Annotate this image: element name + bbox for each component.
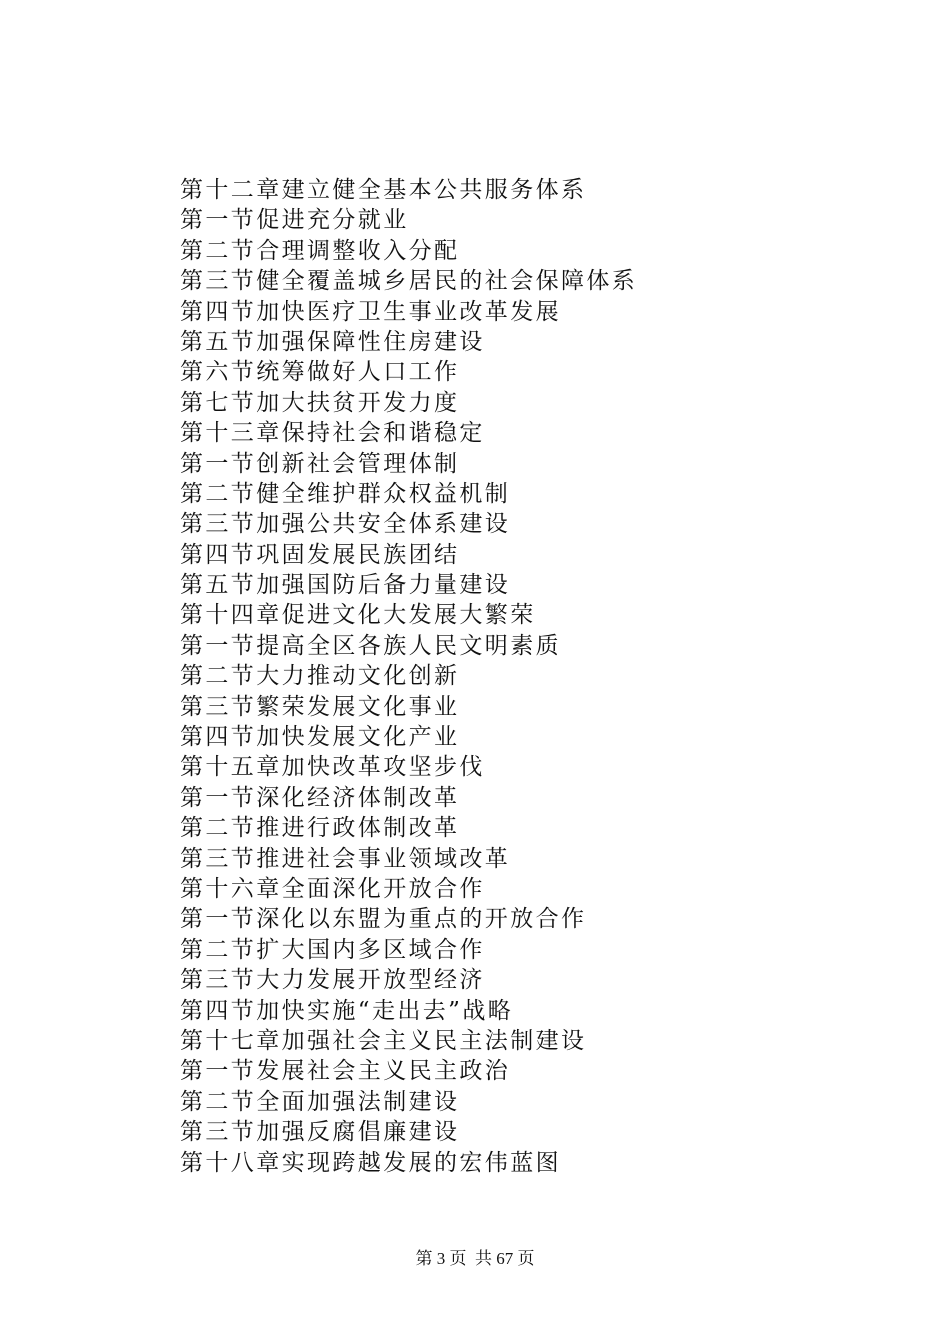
- toc-line: 第三节加强反腐倡廉建设: [180, 1119, 460, 1146]
- toc-line: 第二节扩大国内多区域合作: [180, 936, 485, 963]
- toc-line: 第二节推进行政体制改革: [180, 815, 460, 842]
- toc-line: 第十四章促进文化大发展大繁荣: [180, 602, 536, 629]
- toc-line: 第三节加强公共安全体系建设: [180, 511, 511, 538]
- toc-line: 第一节发展社会主义民主政治: [180, 1058, 511, 1085]
- toc-line: 第五节加强国防后备力量建设: [180, 572, 511, 599]
- toc-line: 第二节合理调整收入分配: [180, 237, 460, 264]
- toc-line: 第七节加大扶贫开发力度: [180, 389, 460, 416]
- toc-line: 第二节健全维护群众权益机制: [180, 480, 511, 507]
- toc-line: 第四节加快实施“走出去”战略: [180, 997, 514, 1024]
- toc-line: 第十七章加强社会主义民主法制建设: [180, 1027, 587, 1054]
- toc-line: 第十三章保持社会和谐稳定: [180, 420, 485, 447]
- toc-line: 第四节加快发展文化产业: [180, 724, 460, 751]
- table-of-contents: [180, 175, 637, 1178]
- page-footer: 第 3 页 共 67 页: [415, 1249, 535, 1268]
- toc-line: 第三节推进社会事业领域改革: [180, 845, 511, 872]
- toc-line: 第四节加快医疗卫生事业改革发展: [180, 298, 561, 325]
- toc-line: 第五节加强保障性住房建设: [180, 328, 485, 355]
- toc-line: 第十六章全面深化开放合作: [180, 875, 485, 902]
- toc-line: 第一节深化以东盟为重点的开放合作: [180, 906, 587, 933]
- toc-line: 第三节健全覆盖城乡居民的社会保障体系: [180, 268, 638, 295]
- toc-line: 第一节促进充分就业: [180, 207, 409, 234]
- toc-line: 第二节全面加强法制建设: [180, 1088, 460, 1115]
- toc-line: 第十二章建立健全基本公共服务体系: [180, 177, 587, 203]
- toc-line: 第十八章实现跨越发展的宏伟蓝图: [180, 1149, 561, 1176]
- toc-line: 第一节提高全区各族人民文明素质: [180, 632, 561, 659]
- toc-line: 第三节大力发展开放型经济: [180, 967, 485, 994]
- toc-line: 第二节大力推动文化创新: [180, 663, 460, 690]
- toc-line: 第四节巩固发展民族团结: [180, 541, 460, 568]
- toc-line: 第六节统筹做好人口工作: [180, 359, 460, 386]
- toc-line: 第一节深化经济体制改革: [180, 784, 460, 811]
- toc-line: 第一节创新社会管理体制: [180, 450, 460, 477]
- toc-line: 第三节繁荣发展文化事业: [180, 693, 460, 720]
- toc-line: 第十五章加快改革攻坚步伐: [180, 754, 485, 781]
